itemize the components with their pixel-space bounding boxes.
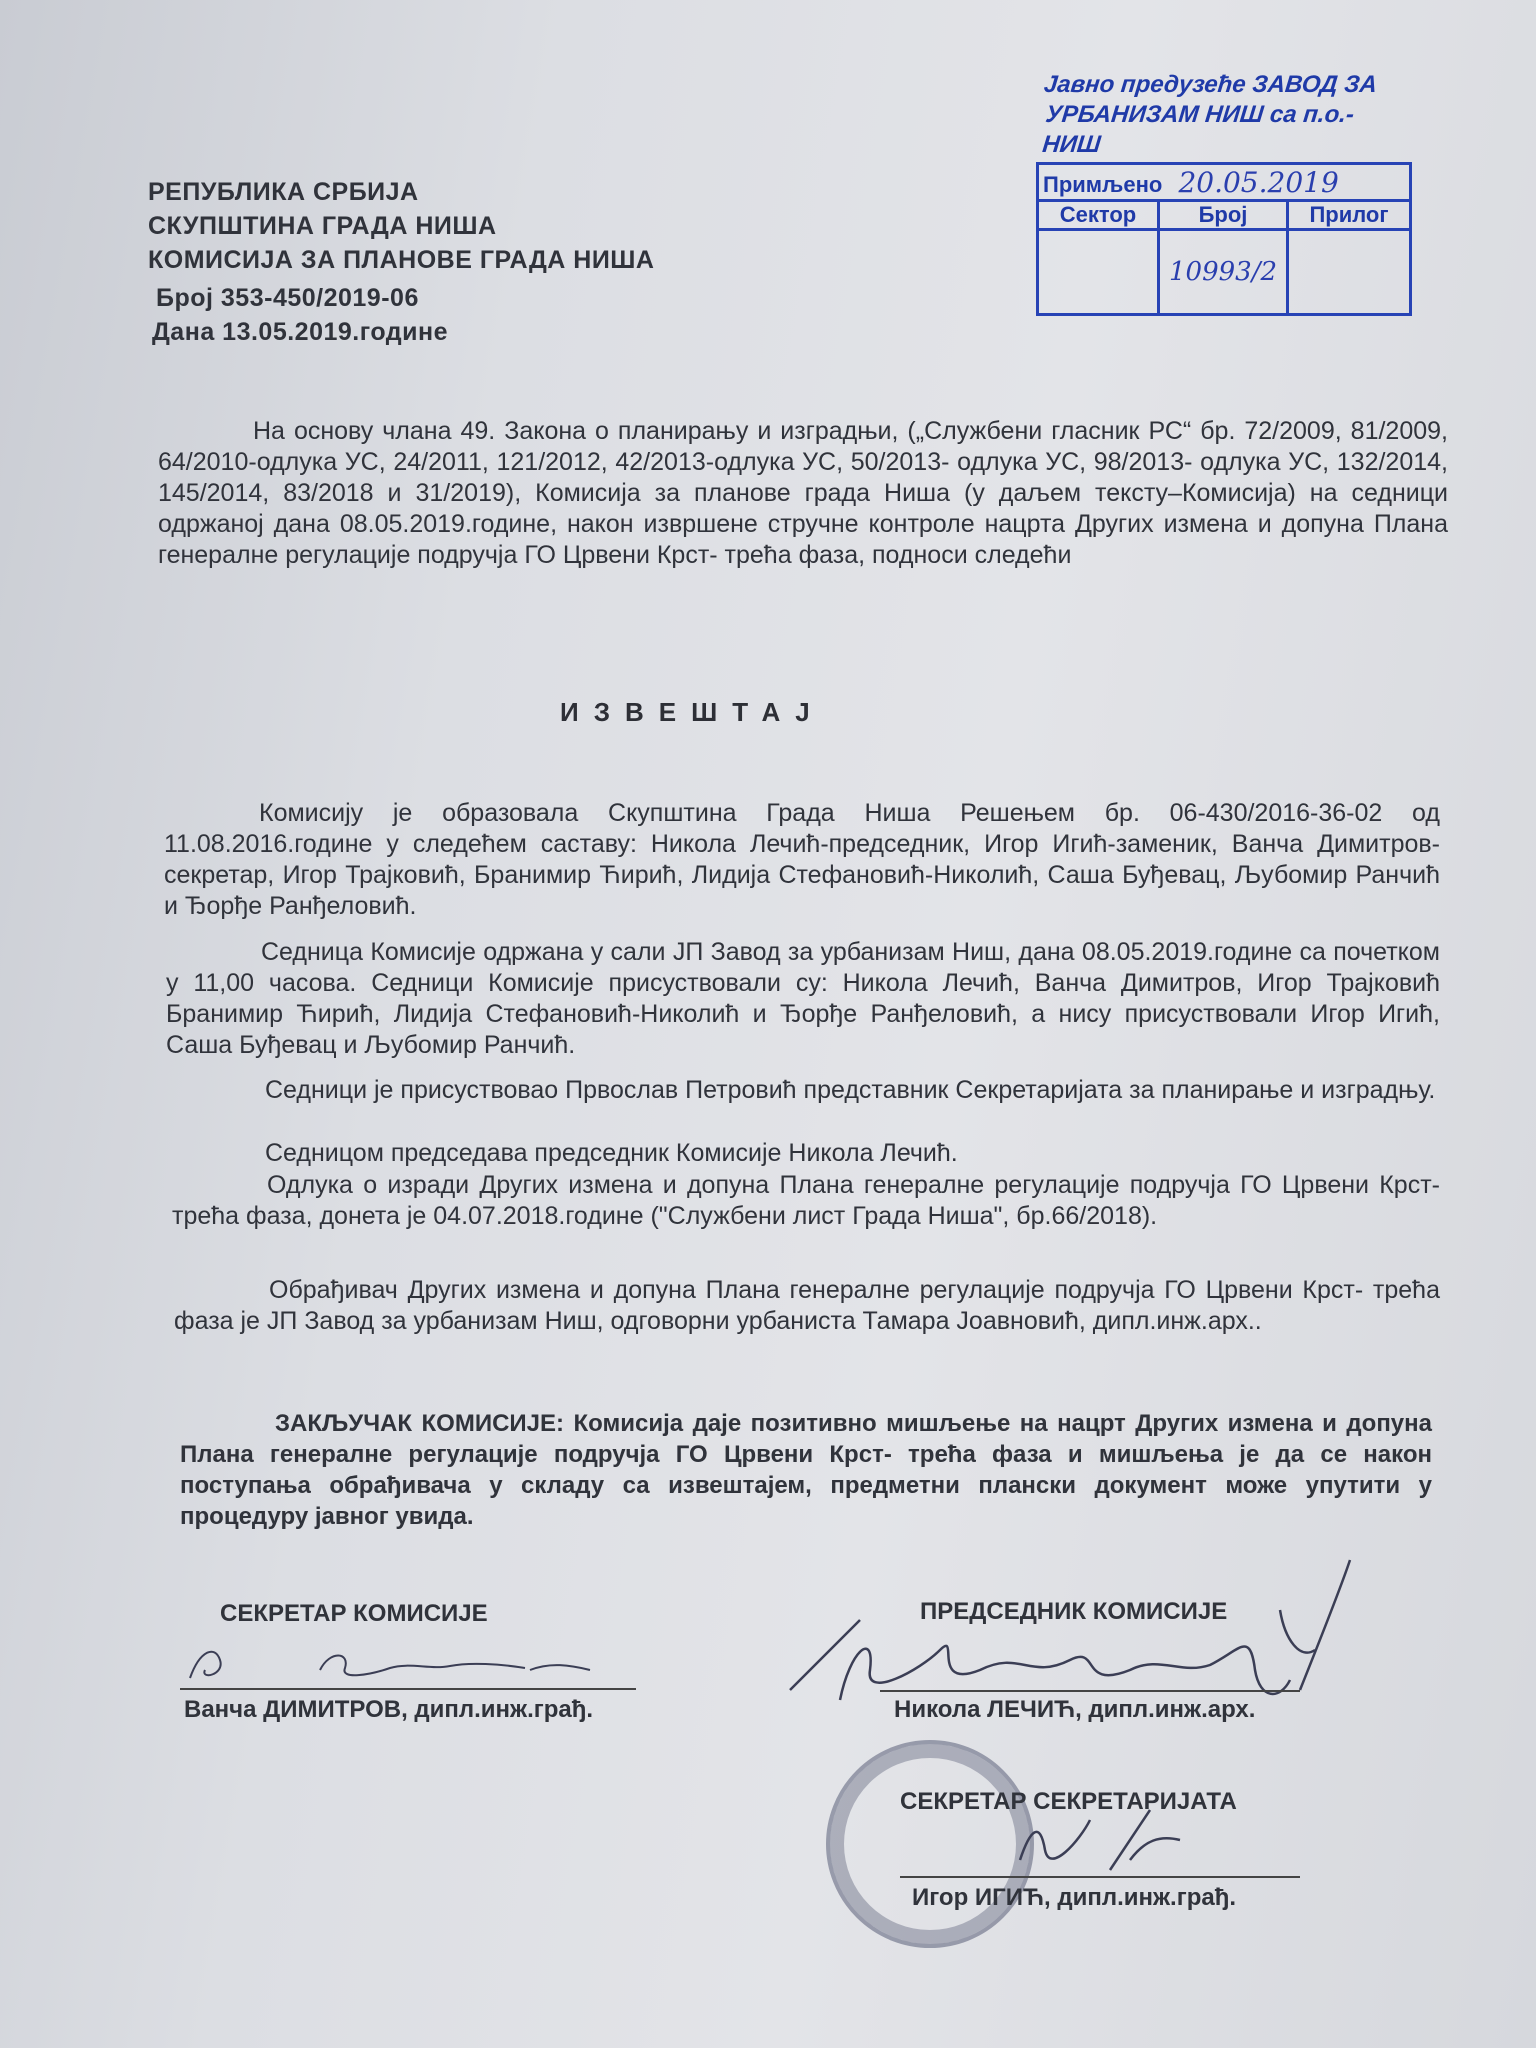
- paragraph-processor: Обрађивач Других измена и допуна Плана генералне регулације подручја ГО Црвени Крст- трећа фаза је ЈП Завод за урбанизам Ниш, одговорни урбаниста Тамара Јоавновић, дипл.инж.арх..: [174, 1276, 1440, 1335]
- intro-paragraph: На основу члана 49. Закона о планирању и изградњи, („Службени гласник РС“ бр. 72/2009, 81/2009, 64/2010-одлука УС, 24/2011, 121/2012, 42/2013-одлука УС, 50/2013- одлука УС, 98/2013- одлука УС, 132/2014, 145/2014, 83/2018 и 31/2019), Комисија за планове града Ниша (у даљем тексту–Комисија) на седници одржаној дана 08.05.2019.године, након извршене стручне контроле нацрта Других измена и допуна Плана генералне регулације подручја ГО Црвени Крст- трећа фаза, подноси следећи: [158, 417, 1448, 569]
- president-label: ПРЕДСЕДНИК КОМИСИЈЕ: [920, 1598, 1228, 1625]
- received-stamp: [1036, 70, 1414, 316]
- secretary-signature: [170, 1640, 610, 1690]
- header-number: Број 353-450/2019-06: [156, 284, 419, 312]
- paragraph-formation: Комисију је образовала Скупштина Града Ниша Решењем бр. 06-430/2016-36-02 од 11.08.2016.године у следећем саставу: Никола Лечић-председник, Игор Игић-заменик, Ванча Димитров-секретар, Игор Трајковић, Бранимир Ћирић, Лидија Стефановић-Николић, Саша Буђевац, Љубомир Ранчић и Ђорђе Ранђеловић.: [164, 799, 1440, 920]
- secretariat-label: СЕКРЕТАР СЕКРЕТАРИЈАТА: [900, 1788, 1237, 1815]
- stamp-org-line1: Јавно предузеће ЗАВОД ЗА: [1042, 71, 1379, 98]
- stamp-received-label: Примљено: [1043, 171, 1163, 197]
- header-date: Дана 13.05.2019.године: [152, 318, 448, 346]
- stamp-org-line2: УРБАНИЗАМ НИШ са п.о.- НИШ: [1041, 101, 1356, 158]
- secretary-signature-line: [180, 1688, 636, 1690]
- stamp-number-cell: [1159, 230, 1288, 315]
- stamp-col-sector: Сектор: [1038, 201, 1159, 230]
- president-signature-line: [880, 1690, 1300, 1692]
- secretariat-signature: [1000, 1800, 1220, 1880]
- secretary-name: Ванча ДИМИТРОВ, дипл.инж.грађ.: [184, 1696, 594, 1723]
- stamp-table: [1036, 162, 1412, 316]
- secretariat-signature-line: [900, 1876, 1300, 1878]
- stamp-col-attachment: Прилог: [1288, 201, 1411, 230]
- paragraph-decision: Одлука о изради Других измена и допуна Плана генералне регулације подручја ГО Црвени Крст- трећа фаза, донета је 04.07.2018.године ("Службени лист Града Ниша", бр.66/2018).: [172, 1171, 1440, 1230]
- paragraph-session: Седница Комисије одржана у сали ЈП Завод за урбанизам Ниш, дана 08.05.2019.године са почетком у 11,00 часова. Седници Комисије присуствовали су: Никола Лечић, Ванча Димитров, Игор Трајковић Бранимир Ћирић, Лидија Стефановић-Николић и Ђорђе Ранђеловић, а нису присуствовали Игор Игић, Саша Буђевац и Љубомир Ранчић.: [166, 938, 1440, 1059]
- stamp-attachment-value: [1288, 230, 1411, 315]
- conclusion-paragraph: ЗАКЉУЧАК КОМИСИЈЕ: Комисија даје позитивно мишљење на нацрт Других измена и допуна Плана генералне регулације подручја ГО Црвени Крст- трећа фаза и мишљења је да се након поступања обрађивача у складу са извештајем, предметни плански документ може упутити у процедуру јавног увида.: [180, 1410, 1432, 1530]
- secretary-label: СЕКРЕТАР КОМИСИЈЕ: [220, 1600, 488, 1627]
- stamp-sector-value: [1038, 230, 1159, 315]
- president-signature: [780, 1550, 1360, 1710]
- document-title: ИЗВЕШТАЈ: [560, 697, 825, 727]
- stamp-received-cell: [1038, 164, 1411, 201]
- stamp-received-date: 20.05.2019: [1178, 165, 1339, 199]
- stamp-col-number: Број: [1159, 201, 1288, 230]
- paragraph-attendee: Седници је присуствовао Првослав Петровић представник Секретаријата за планирање и изградњу.: [265, 1076, 1436, 1104]
- secretariat-name: Игор ИГИЋ, дипл.инж.грађ.: [912, 1884, 1237, 1911]
- header-commission: КОМИСИЈА ЗА ПЛАНОВЕ ГРАДА НИША: [148, 246, 655, 274]
- paragraph-chair: Седницом председава председник Комисије Никола Лечић.: [265, 1139, 958, 1167]
- president-name: Никола ЛЕЧИЋ, дипл.инж.арх.: [894, 1696, 1256, 1723]
- header-assembly: СКУПШТИНА ГРАДА НИША: [148, 212, 497, 240]
- header-republic: РЕПУБЛИКА СРБИЈА: [148, 178, 419, 206]
- stamp-number-value: 10993/2: [1168, 257, 1277, 287]
